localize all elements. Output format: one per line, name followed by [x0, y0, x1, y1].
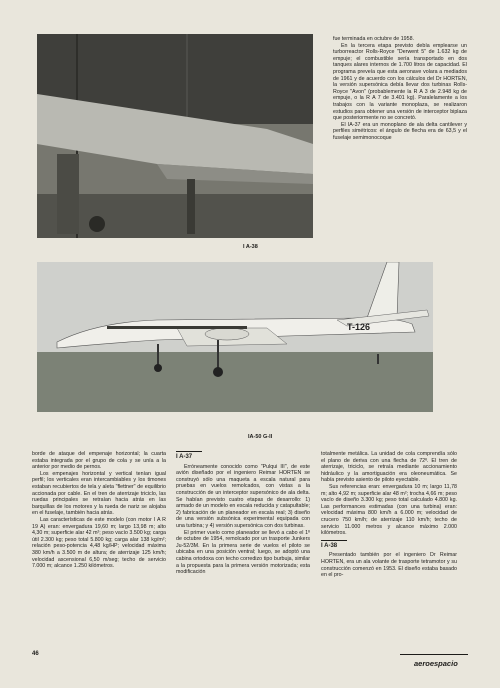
col2-p1: Erróneamente conocido como "Pulqui III", de este avión diseñado por el ingeniero Reimar HORTEN se construyó sólo una maqueta a escala natural para pruebas en vuelos remolcados, con vistas a la construcción de un interceptor supersónico de ala delta. Se habían previsto cuatro etapas de desarrollo: 1) armado de un modelo en escala reducida y catapultable; 2) fabricación de un planeador en escala real; 3) diseño de una versión subsónica experimental equipada con una turbina; y 4) versión supersónica con dos turbinas. — [176, 463, 310, 529]
col1-p3: Las características de este modelo (con motor I A R 19 A) eran: envergadura 19,60 m; largo 13,98 m; alto 4,30 m; superficie alar 42 m²; peso vacío 3.500 kg; carga útil 2.300 kg; peso total 5.800 kg; carga alar 138 kg/m²; relación peso-potencia 4,48 kg/HP; velocidad máxima 380 km/h a 3.500 m de altura; de aterrizaje 125 km/h; velocidad ascensional 6,50 m/seg; techo de servicio 7.000 m; alcance 1.250 kilómetros. — [32, 516, 166, 570]
col1-p1: borde de ataque del empenaje horizontal; la cuarta estaba integrada por el grupo de cola y se unía a la anterior por medio de pernos. — [32, 451, 166, 471]
footer-rule — [400, 654, 468, 655]
right-column-p3: El IA-37 era un monoplano de ala delta cantilever y perfiles simétricos: el ángulo de flecha era de 63,5 y el fuselaje semimonocoque — [333, 121, 467, 141]
photo-ia38-illustration — [37, 34, 313, 238]
col3-p1: totalmente metálica. La unidad de cola comprendía sólo el plano de deriva con una flecha de 72º. El tren de aterrizaje, triciclo, se retraía mediante accionamiento hidráulico y la amortiguación era oleoneumática. Se había previsto asiento de piloto eyectable. — [321, 451, 457, 484]
right-column-p2: En la tercera etapa previsto debía emplearse un turborreactor Rolls-Royce "Derwent 5" de 1.632 kg de empuje; el combustible sería transportado en dos tanques alares internos de 1.700 litros de capacidad. El programa preveía que esta aeronave volara a mediados de 1961 y de acuerdo con los cálculos del Dr HORTEN, la versión supersónica debía llevar dos turbinas Rolls-Royce "Avon" (probablemente la R A 3 de 2.948 kg de empuje, o la R A 7 de 3.401 kg). Paralelamente a los trabajos con la variante monoplaza, se realizaron estudios para obtener una versión de interceptor biplaza que posteriormente no se concretó. — [333, 42, 467, 122]
photo-ia50-illustration — [37, 262, 433, 412]
page-number: 46 — [32, 651, 39, 657]
col3-p3: Presentado también por el ingeniero Dr Reimar HORTEN, era un ala volante de trasporte tetramotor y su construcción comenzó en 1953. El diseño estaba basado en el pro- — [321, 552, 457, 579]
column-2-text — [176, 451, 310, 576]
photo-ia50-caption: IA-50 G-II — [248, 434, 273, 440]
col1-p2: Los empenajes horizontal y vertical tenían igual perfil; los verticales eran intercambiables y los timones estaban recubiertos de tela y aleta "flettner" de equilibrio accionada por cable. En el tren de aterrizaje triciclo, las ruedas principales se retraían hacia atrás en las barquillas de los motores y la rueda de nariz se alojaba en el fuselaje, también hacia atrás. — [32, 470, 166, 517]
photo-ia50 — [37, 262, 433, 412]
column-1-text — [32, 451, 166, 570]
column-3-text — [321, 451, 457, 579]
col3-p2: Sus referencias eran: envergadura 10 m; largo 11,78 m; alto 4,92 m; superficie alar 48 m²; trocha 4,66 m; peso vacío de diseño 3.300 kg; peso total calculado 4.800 kg. Las performances estimadas (con una turbina) eran: velocidad máxima 800 km/h a 6.000 m; velocidad de crucero 750 km/h; de aterrizaje 110 km/h; techo de servicio 11.000 metros y alcance máximo 2.000 kilómetros. — [321, 483, 457, 537]
col2-p2: El primer vuelo como planeador se llevó a cabo el 1º de octubre de 1954, remolcado por un trasporte Junkers Ju-52/3M. En la primera serie de vuelos el piloto se ubicaba en una posición ventral; luego, se adoptó una cabina ortodoxa con techo corredizo tipo burbuja, similar a la propuesta para la primera versión motorizada; esta modificación — [176, 529, 310, 576]
right-column-text — [333, 36, 467, 142]
photo-ia38-caption: I A-38 — [243, 244, 258, 250]
section-heading-ia37: I A-37 — [176, 451, 202, 461]
section-heading-ia38: I A-38 — [321, 540, 347, 550]
magazine-brand: aeroespacio — [414, 659, 458, 668]
photo-ia38 — [37, 34, 313, 238]
right-column-p1: fue terminada en octubre de 1958. — [333, 36, 414, 42]
svg-text:T-126: T-126 — [347, 322, 371, 332]
